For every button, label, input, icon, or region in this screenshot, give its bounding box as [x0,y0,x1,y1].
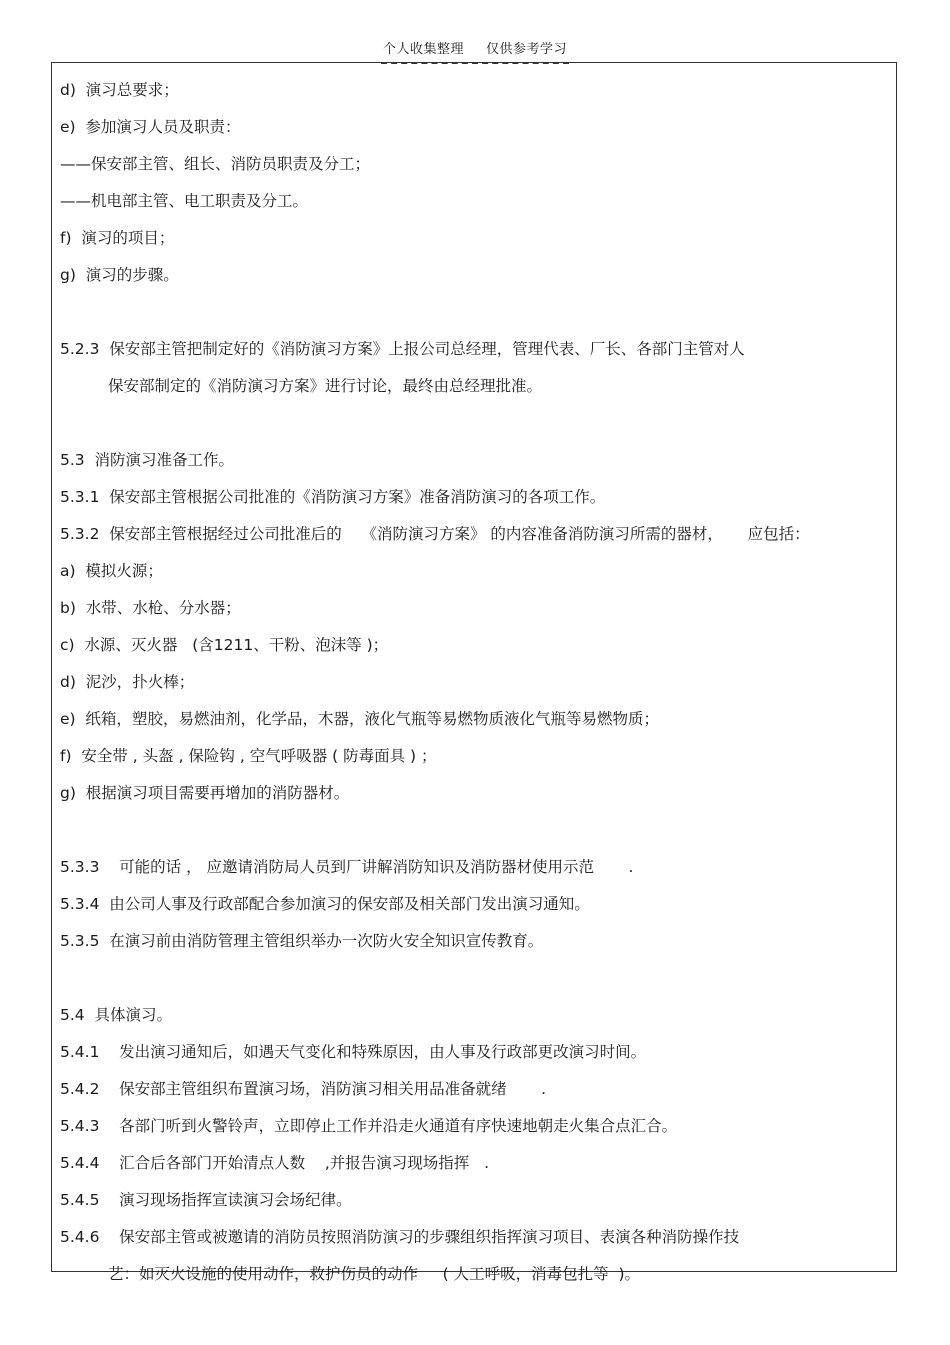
list-item: ——保安部主管、组长、消防员职责及分工； [60,155,371,173]
list-item: d) 泥沙，扑火棒； [60,673,195,691]
spacer [60,294,890,331]
section-5-3-heading: 5.3 消防演习准备工作。 [60,451,235,469]
list-item: f) 安全带 , 头盔 , 保险钩 , 空气呼吸器 ( 防毒面具 ) ； [60,747,437,765]
header-right: 仅供参考学习 [486,42,568,57]
spacer [60,405,890,442]
clause-5-4-6-continued: 艺：如灭火设施的使用动作，救护伤员的动作 ( 人工呼吸，消毒包扎等 )。 [108,1265,641,1283]
clause-5-3-3: 5.3.3 可能的话 ， 应邀请消防局人员到厂讲解消防知识及消防器材使用示范 . [60,858,634,876]
document-body [60,72,890,1293]
header-left: 个人收集整理 [382,42,464,57]
clause-5-3-1: 5.3.1 保安部主管根据公司批准的《消防演习方案》准备消防演习的各项工作。 [60,488,606,506]
clause-5-3-5: 5.3.5 在演习前由消防管理主管组织举办一次防火安全知识宣传教育。 [60,932,544,950]
spacer [60,812,890,849]
clause-5-4-2: 5.4.2 保安部主管组织布置演习场，消防演习相关用品准备就绪 . [60,1080,547,1098]
list-item: e) 参加演习人员及职责： [60,118,241,136]
list-item: c) 水源、灭火器 (含1211、干粉、泡沫等 )； [60,636,389,654]
list-item: e) 纸箱，塑胶，易燃油剂，化学品，木器，液化气瓶等易燃物质液化气瓶等易燃物质； [60,710,659,728]
clause-5-4-1: 5.4.1 发出演习通知后，如遇天气变化和特殊原因，由人事及行政部更改演习时间。 [60,1043,647,1061]
spacer [60,960,890,997]
list-item: g) 根据演习项目需要再增加的消防器材。 [60,784,350,802]
clause-5-3-4: 5.3.4 由公司人事及行政部配合参加演习的保安部及相关部门发出演习通知。 [60,895,590,913]
clause-5-4-6: 5.4.6 保安部主管或被邀请的消防员按照消防演习的步骤组织指挥演习项目、表演各种消防操作技 [60,1228,740,1246]
clause-5-4-5: 5.4.5 演习现场指挥宣读演习会场纪律。 [60,1191,352,1209]
section-5-4-heading: 5.4 具体演习。 [60,1006,173,1024]
list-item: a) 模拟火源； [60,562,163,580]
clause-5-2-3: 5.2.3 保安部主管把制定好的《消防演习方案》上报公司总经理，管理代表、厂长、各部门主管对人 [60,340,745,358]
clause-5-2-3-continued: 保安部制定的《消防演习方案》进行讨论，最终由总经理批准。 [108,377,543,395]
list-item: b) 水带、水枪、分水器； [60,599,241,617]
list-item: d) 演习总要求； [60,81,179,99]
page-header [0,38,950,60]
list-item: f) 演习的项目； [60,229,175,247]
clause-5-4-4: 5.4.4 汇合后各部门开始清点人数 ,并报告演习现场指挥 . [60,1154,489,1172]
list-item: g) 演习的步骤。 [60,266,179,284]
clause-5-3-2: 5.3.2 保安部主管根据经过公司批准后的 《消防演习方案》 的内容准备消防演习所需的器材， 应包括： [60,525,810,543]
header-text [381,38,569,60]
clause-5-4-3: 5.4.3 各部门听到火警铃声，立即停止工作并沿走火通道有序快速地朝走火集合点汇合。 [60,1117,678,1135]
list-item: ——机电部主管、电工职责及分工。 [60,192,309,210]
